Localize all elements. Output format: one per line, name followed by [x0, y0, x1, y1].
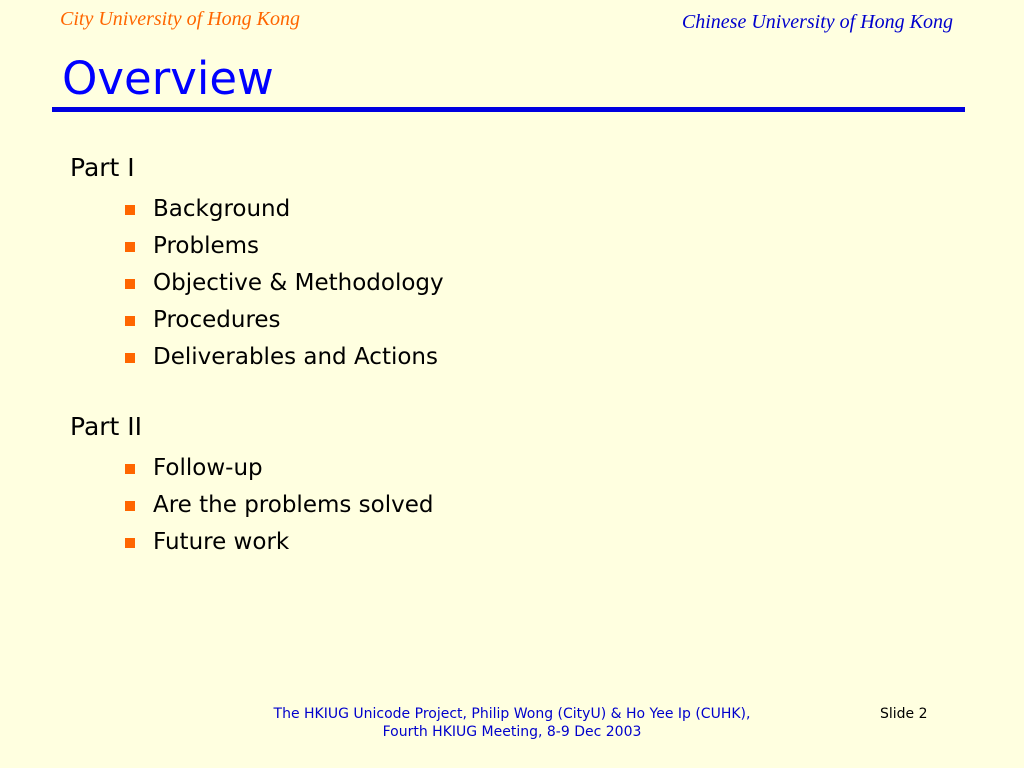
list-item: [125, 191, 444, 228]
slide-title: Overview: [62, 52, 274, 105]
list-item-text: Problems: [153, 233, 260, 259]
part-2-heading: Part II: [70, 412, 143, 441]
list-item-text: Follow-up: [153, 455, 263, 481]
list-item: [125, 524, 433, 561]
list-item-text: Background: [153, 196, 291, 222]
square-bullet-icon: [125, 353, 135, 363]
square-bullet-icon: [125, 538, 135, 548]
part-1-section: [70, 151, 444, 376]
list-item-text: Procedures: [153, 307, 281, 333]
list-item-text: Are the problems solved: [153, 492, 434, 518]
square-bullet-icon: [125, 316, 135, 326]
list-item: [125, 302, 444, 339]
list-item: [125, 450, 433, 487]
square-bullet-icon: [125, 464, 135, 474]
list-item: [125, 228, 444, 265]
square-bullet-icon: [125, 279, 135, 289]
list-item-text: Objective & Methodology: [153, 270, 444, 296]
list-item: [125, 265, 444, 302]
footer-line-1: The HKIUG Unicode Project, Philip Wong (CityU) & Ho Yee Ip (CUHK),: [273, 706, 751, 722]
part-2-section: [70, 410, 433, 561]
list-item-text: Deliverables and Actions: [153, 344, 438, 370]
part-1-bullet-list: [70, 191, 444, 376]
footer-line-2: Fourth HKIUG Meeting, 8-9 Dec 2003: [382, 724, 642, 740]
footer-citation: [180, 705, 844, 741]
square-bullet-icon: [125, 205, 135, 215]
square-bullet-icon: [125, 501, 135, 511]
square-bullet-icon: [125, 242, 135, 252]
header-right-institution: Chinese University of Hong Kong: [681, 11, 953, 33]
part-2-bullet-list: [70, 450, 433, 561]
list-item-text: Future work: [153, 529, 290, 555]
header-left-institution: City University of Hong Kong: [60, 8, 300, 30]
part-1-heading: Part I: [70, 153, 135, 182]
list-item: [125, 487, 433, 524]
list-item: [125, 339, 444, 376]
title-underline: [52, 107, 965, 112]
slide-number: Slide 2: [880, 706, 928, 722]
